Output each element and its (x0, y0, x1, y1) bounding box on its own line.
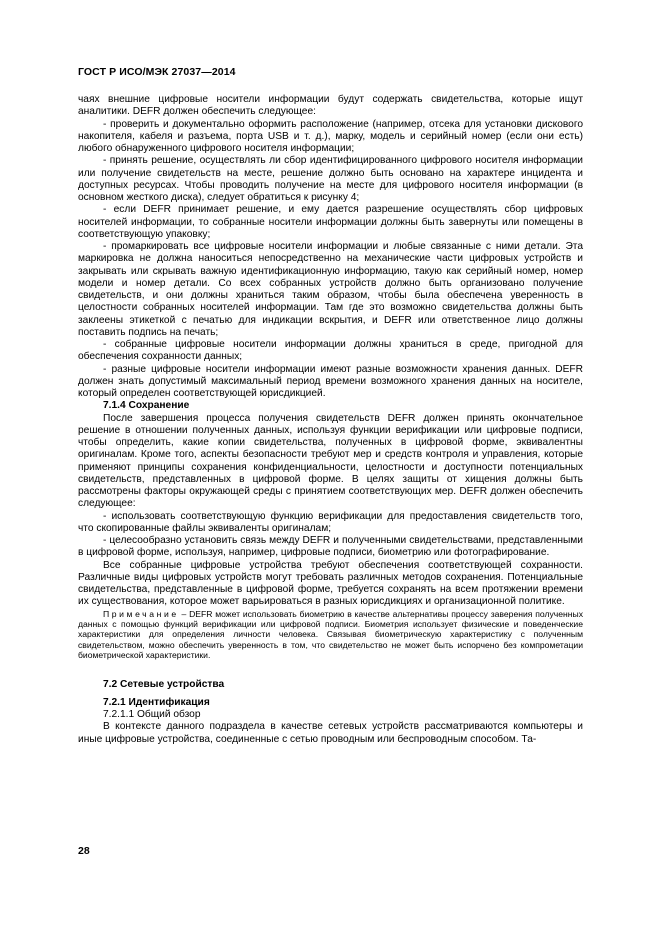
list-item: - промаркировать все цифровые носители информации и любые связанные с ними детали. Эта маркировка не должна наноситься непосредственно на механические части цифровых устройств и закрывать или скрывать важную идентификационную информацию, такую как серийный номер, номер модели и номер детали. Со всех собранных устройств должно быть организовано получение свидетельств, и они должны храниться таким образом, чтобы была обеспечена уверенность в целостности собранных носителей информации. Там где это возможно свидетельства должны быть заклеены этикеткой с печатью для индикации вскрытия, и DEFR или ответственное лицо должны поставить подпись на печать; (78, 241, 583, 338)
section-heading-7-1-4: 7.1.4 Сохранение (103, 400, 190, 412)
list-item: - разные цифровые носители информации имеют разные возможности хранения данных. DEFR должен знать допустимый максимальный период времени возможного хранения данных на носителе, который определен соответствующей юрисдикцией. (78, 363, 583, 399)
paragraph: В контексте данного подраздела в качестве сетевых устройств рассматриваются компьютеры и иные цифровые устройства, соединенные с сетью проводным или беспроводным способом. Та- (78, 721, 583, 745)
note-text: – DEFR может использовать биометрию в качестве альтернативы процессу заверения полученных данных с помощью функций верификации или цифровой подписи. Биометрия использует физические и поведенческие характеристики для определения личности человека. Связывая биометрическую характеристику с полученным свидетельством, можно обеспечить уверенность в том, что свидетельство не может быть испорчено без компрометации биометрической характеристики. (78, 608, 583, 661)
body-text (78, 94, 583, 746)
list-item: - использовать соответствующую функцию верификации для предоставления свидетельств того, что скопированные файлы эквиваленты оригиналам; (78, 510, 583, 534)
list-item: - проверить и документально оформить расположение (например, отсека для установки дискового накопителя, кабеля и разъема, порта USB и т. д.), марку, модель и серийный номер (если они есть) любого обнаруженного цифрового носителя информации; (78, 118, 583, 154)
section-heading-7-2: 7.2 Сетевые устройства (103, 678, 225, 690)
section-heading-7-2-1: 7.2.1 Идентификация (103, 696, 210, 708)
list-item: - собранные цифровые носители информации должны храниться в среде, пригодной для обеспечения сохранности данных; (78, 339, 583, 363)
list-item: - принять решение, осуществлять ли сбор идентифицированного цифрового носителя информации или получение свидетельств на месте, решение должно быть основано на характере инцидента и доступных ресурсах. Чтобы проводить получение на месте для цифрового носителя информации (в основном жесткого диска), следует обратиться к рисунку 4; (78, 155, 583, 203)
note (78, 609, 583, 661)
list-item: - целесообразно установить связь между DEFR и полученными свидетельствами, представленными в цифровой форме, используя, например, цифровые подписи, биометрию или фотографирование. (78, 535, 583, 559)
paragraph: После завершения процесса получения свидетельств DEFR должен принять окончательное решение в отношении полученных данных, используя функции верификации или цифровые подписи, чтобы определить, какие копии свидетельства, полученных в цифровой форме, эквивалентны оригиналам. Кроме того, аспекты безопасности требуют мер и средств контроля и управления, которые применяют принципы сохранения конфиденциальности, целостности и доступности потенциальных свидетельств, представленных в цифровой форме. В целях защиты от хищения должны быть рассмотрены факторы окружающей среды с принятием соответствующих мер. DEFR должен обеспечить следующее: (78, 412, 583, 510)
list-item: - если DEFR принимает решение, и ему дается разрешение осуществлять сбор цифровых носителей информации, то собранные носители информации должны быть завернуты или помещены в соответствующую упаковку; (78, 204, 583, 240)
section-heading-7-2-1-1: 7.2.1.1 Общий обзор (103, 709, 201, 721)
note-lead: Примечание (103, 608, 179, 619)
page-number: 28 (78, 845, 90, 857)
paragraph: чаях внешние цифровые носители информации будут содержать свидетельства, которые ищут аналитики. DEFR должен обеспечить следующее: (78, 94, 583, 118)
document-header: ГОСТ Р ИСО/МЭК 27037—2014 (78, 66, 236, 78)
paragraph: Все собранные цифровые устройства требуют обеспечения соответствующей сохранности. Различные виды цифровых устройств могут требовать различных методов сохранения. Потенциальные свидетельства, представленные в цифровой форме, требуется сохранять на всем протяжении времени их существования, которое может варьироваться в разных юрисдикциях и организационной политике. (78, 559, 583, 608)
